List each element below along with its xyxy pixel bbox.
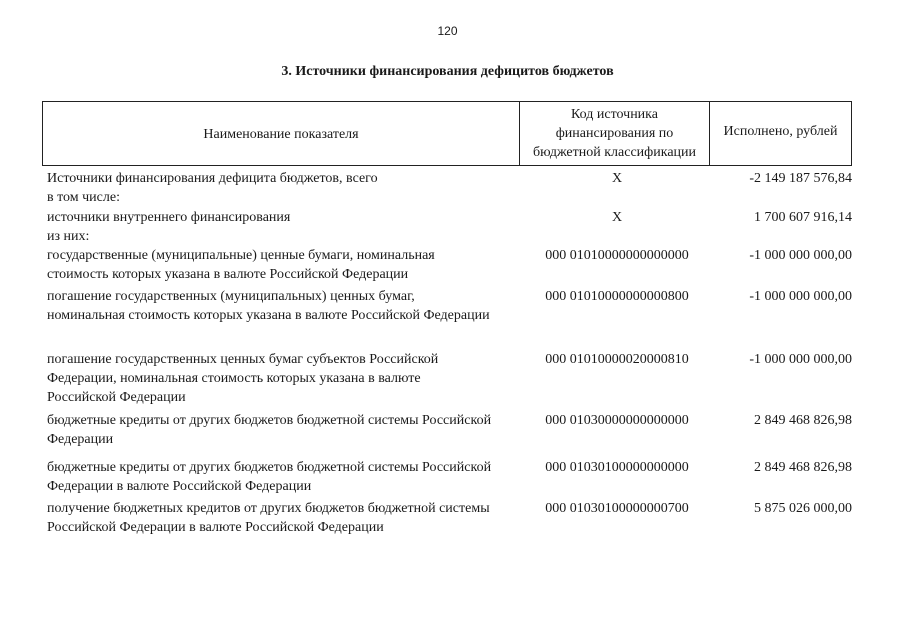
row-amount: -1 000 000 000,00 <box>749 289 852 304</box>
row-code: X <box>611 171 623 186</box>
row-code: 000 01030000000000000 <box>545 413 689 428</box>
page-number: 120 <box>437 24 458 38</box>
row-amount: 2 849 468 826,98 <box>754 460 852 475</box>
sublabel-including: в том числе: <box>47 190 120 205</box>
row-amount: 1 700 607 916,14 <box>754 210 852 225</box>
row-name: бюджетные кредиты от других бюджетов бюджетной системы Российской Федерации в валюте Российской Федерации <box>47 460 492 494</box>
row-name: погашение государственных (муниципальных) ценных бумаг, номинальная стоимость которых указана в валюте Российской Федерации <box>47 289 490 323</box>
table-header <box>42 101 852 166</box>
row-name: получение бюджетных кредитов от других бюджетов бюджетной системы Российской Федерации в валюте Российской Федерации <box>47 501 490 535</box>
row-name: государственные (муниципальные) ценные бумаги, номинальная стоимость которых указана в валюте Российской Федерации <box>47 248 435 282</box>
row-amount: -1 000 000 000,00 <box>749 352 852 367</box>
row-code: 000 01010000020000810 <box>545 352 689 367</box>
row-name: погашение государственных ценных бумаг субъектов Российской Федерации, номинальная стоимость которых указана в валюте Российской Федерации <box>47 352 439 405</box>
header-executed: Исполнено, рублей <box>723 124 838 139</box>
row-name: Источники финансирования дефицита бюджетов, всего <box>47 171 378 186</box>
row-code: 000 01010000000000800 <box>545 289 689 304</box>
sublabel-of-which: из них: <box>47 229 90 244</box>
row-code: 000 01010000000000000 <box>545 248 689 263</box>
row-code: 000 01030100000000700 <box>545 501 689 516</box>
row-name: бюджетные кредиты от других бюджетов бюджетной системы Российской Федерации <box>47 413 492 447</box>
header-name: Наименование показателя <box>43 102 520 165</box>
row-amount: -2 149 187 576,84 <box>749 171 852 186</box>
row-amount: -1 000 000 000,00 <box>749 248 852 263</box>
row-code: X <box>611 210 623 225</box>
row-code: 000 01030100000000000 <box>545 460 689 475</box>
section-title: 3. Источники финансирования дефицитов бюджетов <box>281 64 614 79</box>
row-name: источники внутреннего финансирования <box>47 210 291 225</box>
row-amount: 5 875 026 000,00 <box>754 501 852 516</box>
header-code: Код источника финансирования по бюджетной классификации <box>520 102 710 165</box>
row-amount: 2 849 468 826,98 <box>754 413 852 428</box>
